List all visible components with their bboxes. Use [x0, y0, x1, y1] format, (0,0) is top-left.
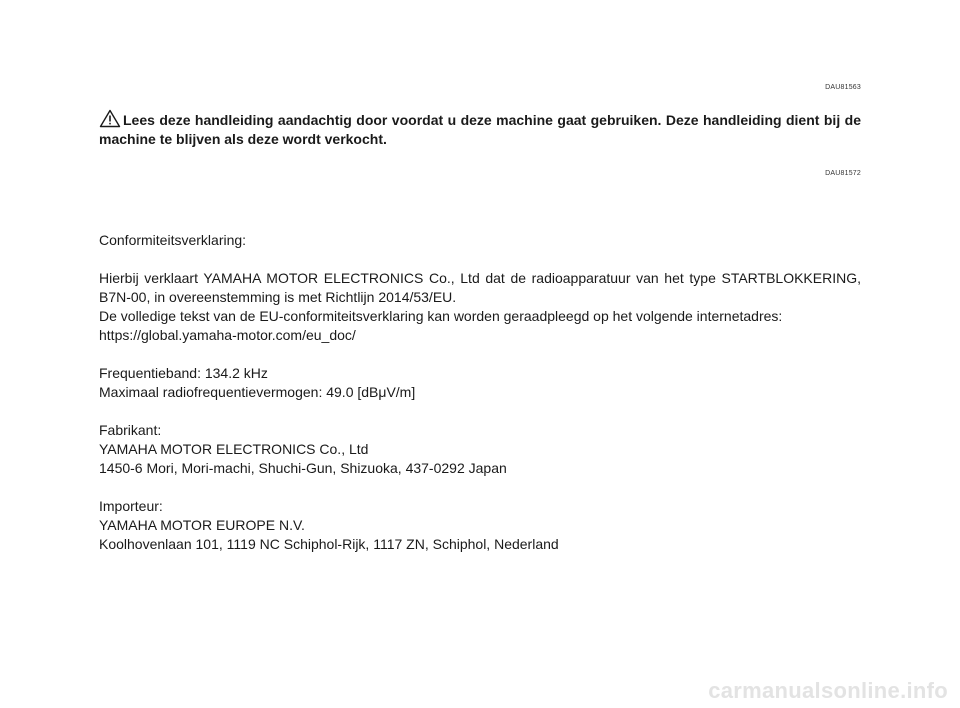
declaration-line-3: De volledige tekst van de EU-conformiteitsverklaring kan worden geraadpleegd op het volgende internetadres:	[99, 308, 783, 324]
manufacturer-label: Fabrikant:	[99, 422, 162, 438]
warning-notice	[99, 109, 861, 149]
importer-label: Importeur:	[99, 498, 163, 514]
declaration-line-1: Hierbij verklaart YAMAHA MOTOR ELECTRONICS Co., Ltd dat de radioapparatuur van het type STARTBLOKKERING,	[99, 270, 861, 286]
declaration-body	[99, 231, 861, 554]
manufacturer-address: 1450-6 Mori, Mori-machi, Shuchi-Gun, Shizuoka, 437-0292 Japan	[99, 460, 507, 476]
watermark: carmanualsonline.info	[708, 678, 948, 703]
warning-text: Lees deze handleiding aandachtig door voordat u deze machine gaat gebruiken. Deze handleiding dient bij de machine te blijven als deze wordt verkocht.	[99, 112, 861, 147]
declaration-line-2: B7N-00, in overeenstemming is met Richtlijn 2014/53/EU.	[99, 289, 457, 305]
manufacturer-name: YAMAHA MOTOR ELECTRONICS Co., Ltd	[99, 441, 369, 457]
max-rf-power: Maximaal radiofrequentievermogen: 49.0 [dBμV/m]	[99, 384, 416, 400]
warning-triangle-icon	[99, 109, 121, 128]
importer-name: YAMAHA MOTOR EUROPE N.V.	[99, 517, 305, 533]
declaration-heading: Conformiteitsverklaring:	[99, 232, 247, 248]
declaration-url: https://global.yamaha-motor.com/eu_doc/	[99, 327, 356, 343]
frequency-band: Frequentieband: 134.2 kHz	[99, 365, 268, 381]
importer-address: Koolhovenlaan 101, 1119 NC Schiphol-Rijk, 1117 ZN, Schiphol, Nederland	[99, 536, 559, 552]
document-code-second: DAU81572	[825, 170, 861, 177]
document-code-top: DAU81563	[825, 84, 861, 91]
